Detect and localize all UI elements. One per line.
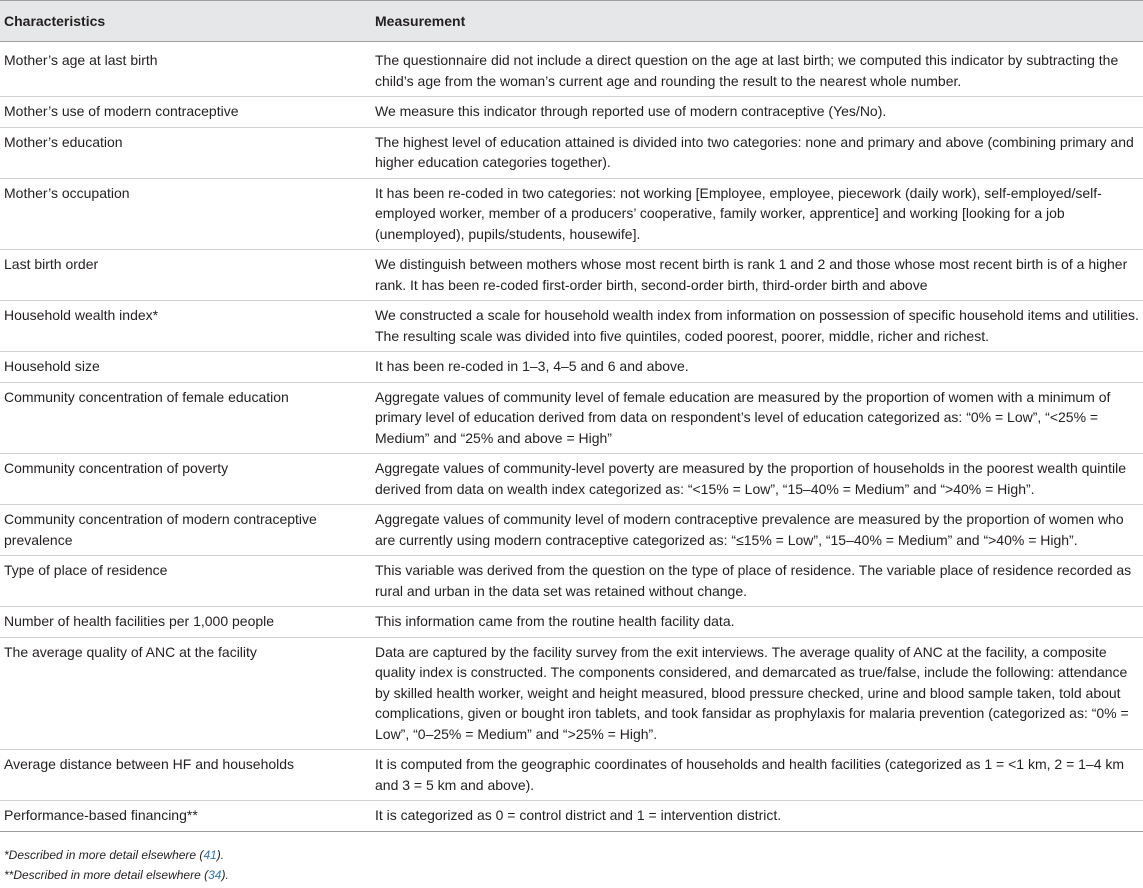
header-characteristics: Characteristics [0,1,371,42]
measurement-cell: Aggregate values of community-level poverty are measured by the proportion of households in the poorest wealth quintile derived from data on wealth index categorized as: “<15% = Low”, “15–40% = Medium” and “>40% = High”. [371,454,1143,505]
characteristic-cell: Average distance between HF and households [0,750,371,801]
footnote-1 [0,845,1143,865]
table-footnotes [0,845,1143,885]
footnote-1-text: *Described in more detail elsewhere ( [4,848,204,862]
characteristic-cell: Mother’s age at last birth [0,42,371,97]
measurement-cell: Aggregate values of community level of female education are measured by the proportion of women with a minimum of primary level of education derived from data on respondent’s level of education categorized as: “0% = Low”, “<25% = Medium” and “25% and above = High” [371,382,1143,454]
measurement-cell: We measure this indicator through reported use of modern contraceptive (Yes/No). [371,97,1143,128]
characteristic-cell: Mother’s education [0,127,371,178]
characteristic-cell: Mother’s occupation [0,178,371,250]
table-row [0,301,1143,352]
measurement-cell: We distinguish between mothers whose most recent birth is rank 1 and 2 and those whose most recent birth is of a higher rank. It has been re-coded first-order birth, second-order birth, third-order birth and above [371,250,1143,301]
measurement-cell: The questionnaire did not include a direct question on the age at last birth; we computed this indicator by subtracting the child’s age from the woman’s current age and rounding the result to the nearest whole number. [371,42,1143,97]
table-row [0,607,1143,638]
table-row [0,801,1143,832]
footnote-2-text: **Described in more detail elsewhere ( [4,868,209,882]
characteristic-cell: Community concentration of female education [0,382,371,454]
measurement-cell: This information came from the routine health facility data. [371,607,1143,638]
table-row [0,352,1143,383]
header-measurement: Measurement [371,1,1143,42]
table-row [0,637,1143,750]
table-row [0,454,1143,505]
measurement-cell: Data are captured by the facility survey from the exit interviews. The average quality of ANC at the facility, a composite quality index is constructed. The components considered, and demarcated as true/false, include the following: attendance by skilled health worker, weight and height measured, blood pressure checked, urine and blood sample taken, told about complications, given or bought iron tablets, and took fansidar as prophylaxis for malaria prevention (categorized as: “0% = Low”, “0–25% = Medium” and “>25% = High”. [371,637,1143,750]
measurement-cell: It is categorized as 0 = control district and 1 = intervention district. [371,801,1143,832]
table-row [0,556,1143,607]
footnote-1-citation[interactable]: 41 [203,848,217,862]
table-row [0,382,1143,454]
characteristic-cell: Number of health facilities per 1,000 people [0,607,371,638]
footnote-2-citation[interactable]: 34 [208,868,222,882]
characteristic-cell: Community concentration of modern contraceptive prevalence [0,505,371,556]
footnote-1-end: ). [216,848,225,862]
table-row [0,750,1143,801]
table-header-row [0,1,1143,42]
measurement-cell: It has been re-coded in 1–3, 4–5 and 6 and above. [371,352,1143,383]
measurement-cell: Aggregate values of community level of modern contraceptive prevalence are measured by the proportion of women who are currently using modern contraceptive categorized as: “≤15% = Low”, “15–40% = Medium” and “>40% = High”. [371,505,1143,556]
table-row [0,42,1143,97]
characteristic-cell: Household size [0,352,371,383]
characteristic-cell: The average quality of ANC at the facility [0,637,371,750]
table-row [0,127,1143,178]
table-row [0,505,1143,556]
characteristic-cell: Community concentration of poverty [0,454,371,505]
table-row [0,178,1143,250]
characteristic-cell: Last birth order [0,250,371,301]
characteristic-cell: Mother’s use of modern contraceptive [0,97,371,128]
table-body [0,42,1143,832]
footnote-2-end: ). [221,868,229,882]
footnote-2 [0,865,1143,885]
measurement-cell: This variable was derived from the question on the type of place of residence. The variable place of residence recorded as rural and urban in the data set was retained without change. [371,556,1143,607]
measurement-cell: We constructed a scale for household wealth index from information on possession of specific household items and utilities. The resulting scale was divided into five quintiles, coded poorest, poorer, middle, richer and richest. [371,301,1143,352]
characteristic-cell: Type of place of residence [0,556,371,607]
measurement-cell: It is computed from the geographic coordinates of households and health facilities (categorized as 1 = <1 km, 2 = 1–4 km and 3 = 5 km and above). [371,750,1143,801]
characteristic-cell: Performance-based financing** [0,801,371,832]
characteristic-cell: Household wealth index* [0,301,371,352]
measurement-cell: The highest level of education attained is divided into two categories: none and primary and above (combining primary and higher education categories together). [371,127,1143,178]
measurement-cell: It has been re-coded in two categories: not working [Employee, employee, piecework (daily work), self-employed/self-employed worker, member of a producers’ cooperative, family worker, apprentice] and working [looking for a job (unemployed), pupils/students, housewife]. [371,178,1143,250]
table-row [0,97,1143,128]
table-row [0,250,1143,301]
